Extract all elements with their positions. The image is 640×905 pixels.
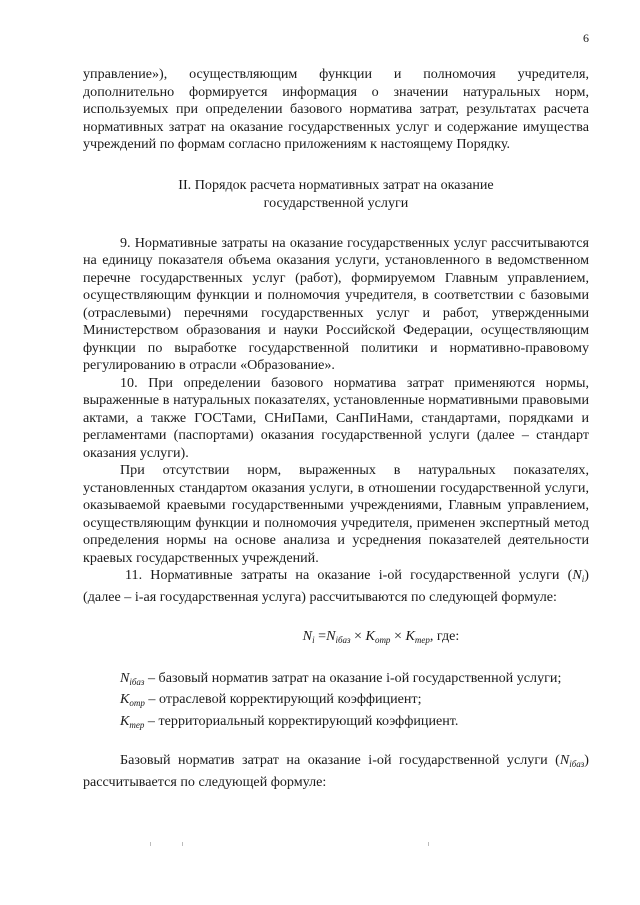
scan-artifacts xyxy=(0,842,640,848)
definition-text: – отраслевой корректирующий коэффициент; xyxy=(144,691,422,707)
symbol-n-base: N xyxy=(559,752,570,768)
formula-eq: = xyxy=(314,628,327,644)
definition-n-base xyxy=(83,670,589,692)
paragraph-10: 10. При определении базового норматива затрат применяются нормы, выраженные в натуральных показателях, установленные нормативными правовыми актами, а также ГОСТами, СНиПами, СанПиНами, стандартами, порядками и регламентами (паспортами) оказания государственной услуги (далее – стандарт оказания услуги). xyxy=(83,374,589,461)
formula-k1-sub: отр xyxy=(374,635,391,645)
symbol-n: N xyxy=(572,567,582,583)
page-number: 6 xyxy=(583,31,589,45)
formula-base-sub: iбаз xyxy=(335,635,351,645)
paragraph-11 xyxy=(83,567,589,606)
definition-k-otr xyxy=(83,691,589,713)
symbol-n-base-sub: iбаз xyxy=(569,759,585,769)
paragraph-11-text-after: ) (далее – i-ая государственная услуга) рассчитываются по следующей формуле: xyxy=(83,567,589,605)
paragraph-base-text-after: ) рассчитывается по следующей формуле: xyxy=(83,752,589,790)
formula-k2: K xyxy=(405,628,415,644)
definition-text: – территориальный корректирующий коэффициент. xyxy=(144,712,459,729)
formula-k1: K xyxy=(365,628,375,644)
spacer xyxy=(83,734,589,752)
paragraph-11-text-before: 11. Нормативные затраты на оказание i-ой государственной услуги ( xyxy=(125,567,573,583)
formula-tail: , где: xyxy=(429,628,460,644)
section-heading xyxy=(83,176,589,212)
paragraph-absent-norms: При отсутствии норм, выраженных в натуральных показателях, установленных стандартом оказания услуги, в отношении государственной услуги, оказываемой краевыми государственными учреждениями, Главным управлением, осуществляющим функции и полномочия учредителя, применен экспертный метод определения нормы на основе анализа и усреднения показателей деятельности краевых государственных учреждений. xyxy=(83,462,589,566)
definition-symbol: N xyxy=(120,669,130,686)
definition-k-ter xyxy=(83,713,589,735)
definition-symbol: K xyxy=(120,712,130,729)
paragraph-base-text-before: Базовый норматив затрат на оказание i-ой государственной услуги ( xyxy=(120,752,560,768)
document-body xyxy=(83,66,589,791)
section-heading-line1: II. Порядок расчета нормативных затрат на оказание xyxy=(178,176,494,193)
formula-main xyxy=(83,628,589,650)
definition-symbol-sub: тер xyxy=(129,719,145,730)
formula-lhs: N xyxy=(302,628,313,644)
paragraph-base-norm xyxy=(83,752,589,791)
formula-lhs-sub: i xyxy=(312,635,315,645)
section-heading-line2: государственной услуги xyxy=(263,194,409,211)
formula-times-2: × xyxy=(390,628,406,644)
paragraph-9: 9. Нормативные затраты на оказание государственных услуг рассчитываются на единицу показателя объема оказания услуги, установленного в ведомственном перечне государственных услуг (работ), формируемом Главным управлением, осуществляющим функции и полномочия учредителя, в соответствии с базовыми (отраслевыми) перечнями государственных услуг и работ, утвержденными Министерством образования и науки Российской Федерации, осуществляющим функции по выработке государственной политики и нормативно-правовому регулированию в отрасли «Образование». xyxy=(83,234,589,373)
formula-times-1: × xyxy=(350,628,366,644)
scan-mark xyxy=(182,842,183,846)
definition-symbol-sub: iбаз xyxy=(129,676,145,687)
symbol-n-sub: i xyxy=(581,574,585,584)
definition-symbol: K xyxy=(120,691,130,707)
formula-k2-sub: тер xyxy=(414,635,430,645)
scan-mark xyxy=(428,842,429,846)
definition-text: – базовый норматив затрат на оказание i-ой государственной услуги; xyxy=(144,669,562,686)
paragraph-intro: управление»), осуществляющим функции и полномочия учредителя, дополнительно формируется информация о значении натуральных норм, используемых при определении базового норматива затрат, результатах расчета нормативных затрат на оказание государственных услуг и содержание имущества учреждений по формам согласно приложениям к настоящему Порядку. xyxy=(83,66,589,152)
definition-symbol-sub: отр xyxy=(129,698,145,708)
scan-mark xyxy=(150,842,151,846)
formula-base: N xyxy=(326,628,336,644)
